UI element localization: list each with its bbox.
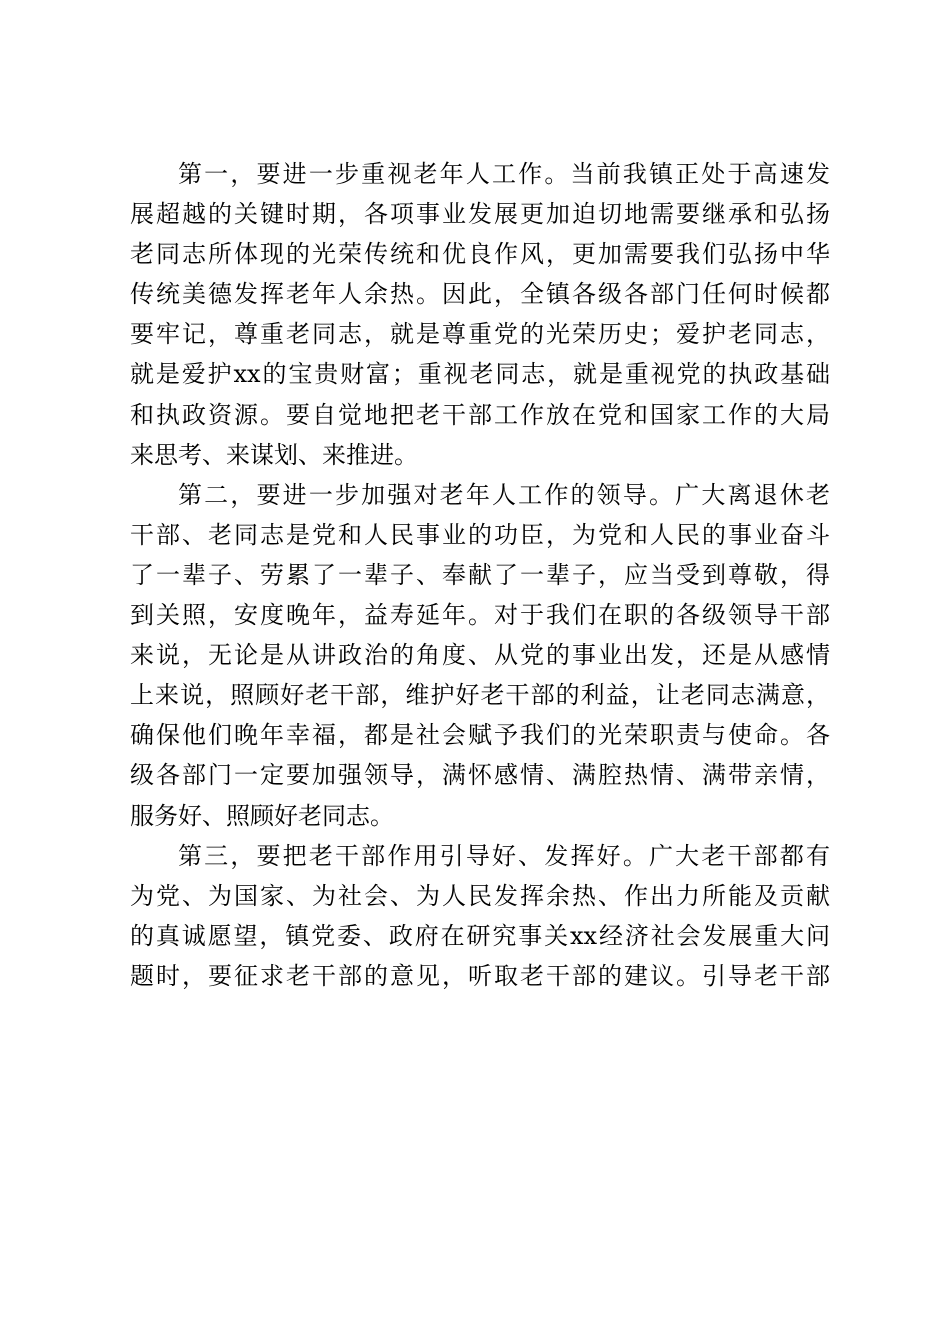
paragraph-line: 题时，要征求老干部的意见，听取老干部的建议。引导老干部	[130, 961, 830, 990]
document-body	[130, 154, 830, 996]
paragraph-line: 老同志所体现的光荣传统和优良作风，更加需要我们弘扬中华	[130, 240, 830, 269]
paragraph-line: 来思考、来谋划、来推进。	[130, 440, 418, 469]
paragraph-line: 和执政资源。要自觉地把老干部工作放在党和国家工作的大局	[130, 400, 830, 429]
paragraph-line: 第三，要把老干部作用引导好、发挥好。广大老干部都有	[178, 841, 830, 870]
paragraph-line: 干部、老同志是党和人民事业的功臣，为党和人民的事业奋斗	[130, 520, 830, 549]
paragraph-line: 的真诚愿望，镇党委、政府在研究事关xx经济社会发展重大问	[130, 921, 830, 950]
paragraph-3	[130, 836, 830, 996]
paragraph-line: 了一辈子、劳累了一辈子、奉献了一辈子，应当受到尊敬，得	[130, 560, 830, 589]
paragraph-line: 到关照，安度晚年，益寿延年。对于我们在职的各级领导干部	[130, 601, 830, 630]
paragraph-line: 服务好、照顾好老同志。	[130, 801, 394, 830]
paragraph-line: 来说，无论是从讲政治的角度、从党的事业出发，还是从感情	[130, 641, 830, 670]
paragraph-line: 第一，要进一步重视老年人工作。当前我镇正处于高速发	[178, 160, 830, 188]
paragraph-line: 级各部门一定要加强领导，满怀感情、满腔热情、满带亲情，	[130, 761, 830, 790]
paragraph-line: 就是爱护xx的宝贵财富；重视老同志，就是重视党的执政基础	[130, 360, 830, 389]
paragraph-2	[130, 475, 830, 836]
paragraph-1	[130, 154, 830, 475]
paragraph-line: 第二，要进一步加强对老年人工作的领导。广大离退休老	[178, 480, 830, 509]
paragraph-line: 为党、为国家、为社会、为人民发挥余热、作出力所能及贡献	[130, 881, 830, 910]
paragraph-line: 传统美德发挥老年人余热。因此，全镇各级各部门任何时候都	[130, 280, 830, 309]
paragraph-line: 确保他们晚年幸福，都是社会赋予我们的光荣职责与使命。各	[130, 721, 830, 750]
paragraph-line: 要牢记，尊重老同志，就是尊重党的光荣历史；爱护老同志，	[130, 320, 830, 349]
paragraph-line: 展超越的关键时期，各项事业发展更加迫切地需要继承和弘扬	[130, 200, 830, 229]
paragraph-line: 上来说，照顾好老干部，维护好老干部的利益，让老同志满意，	[130, 681, 830, 710]
